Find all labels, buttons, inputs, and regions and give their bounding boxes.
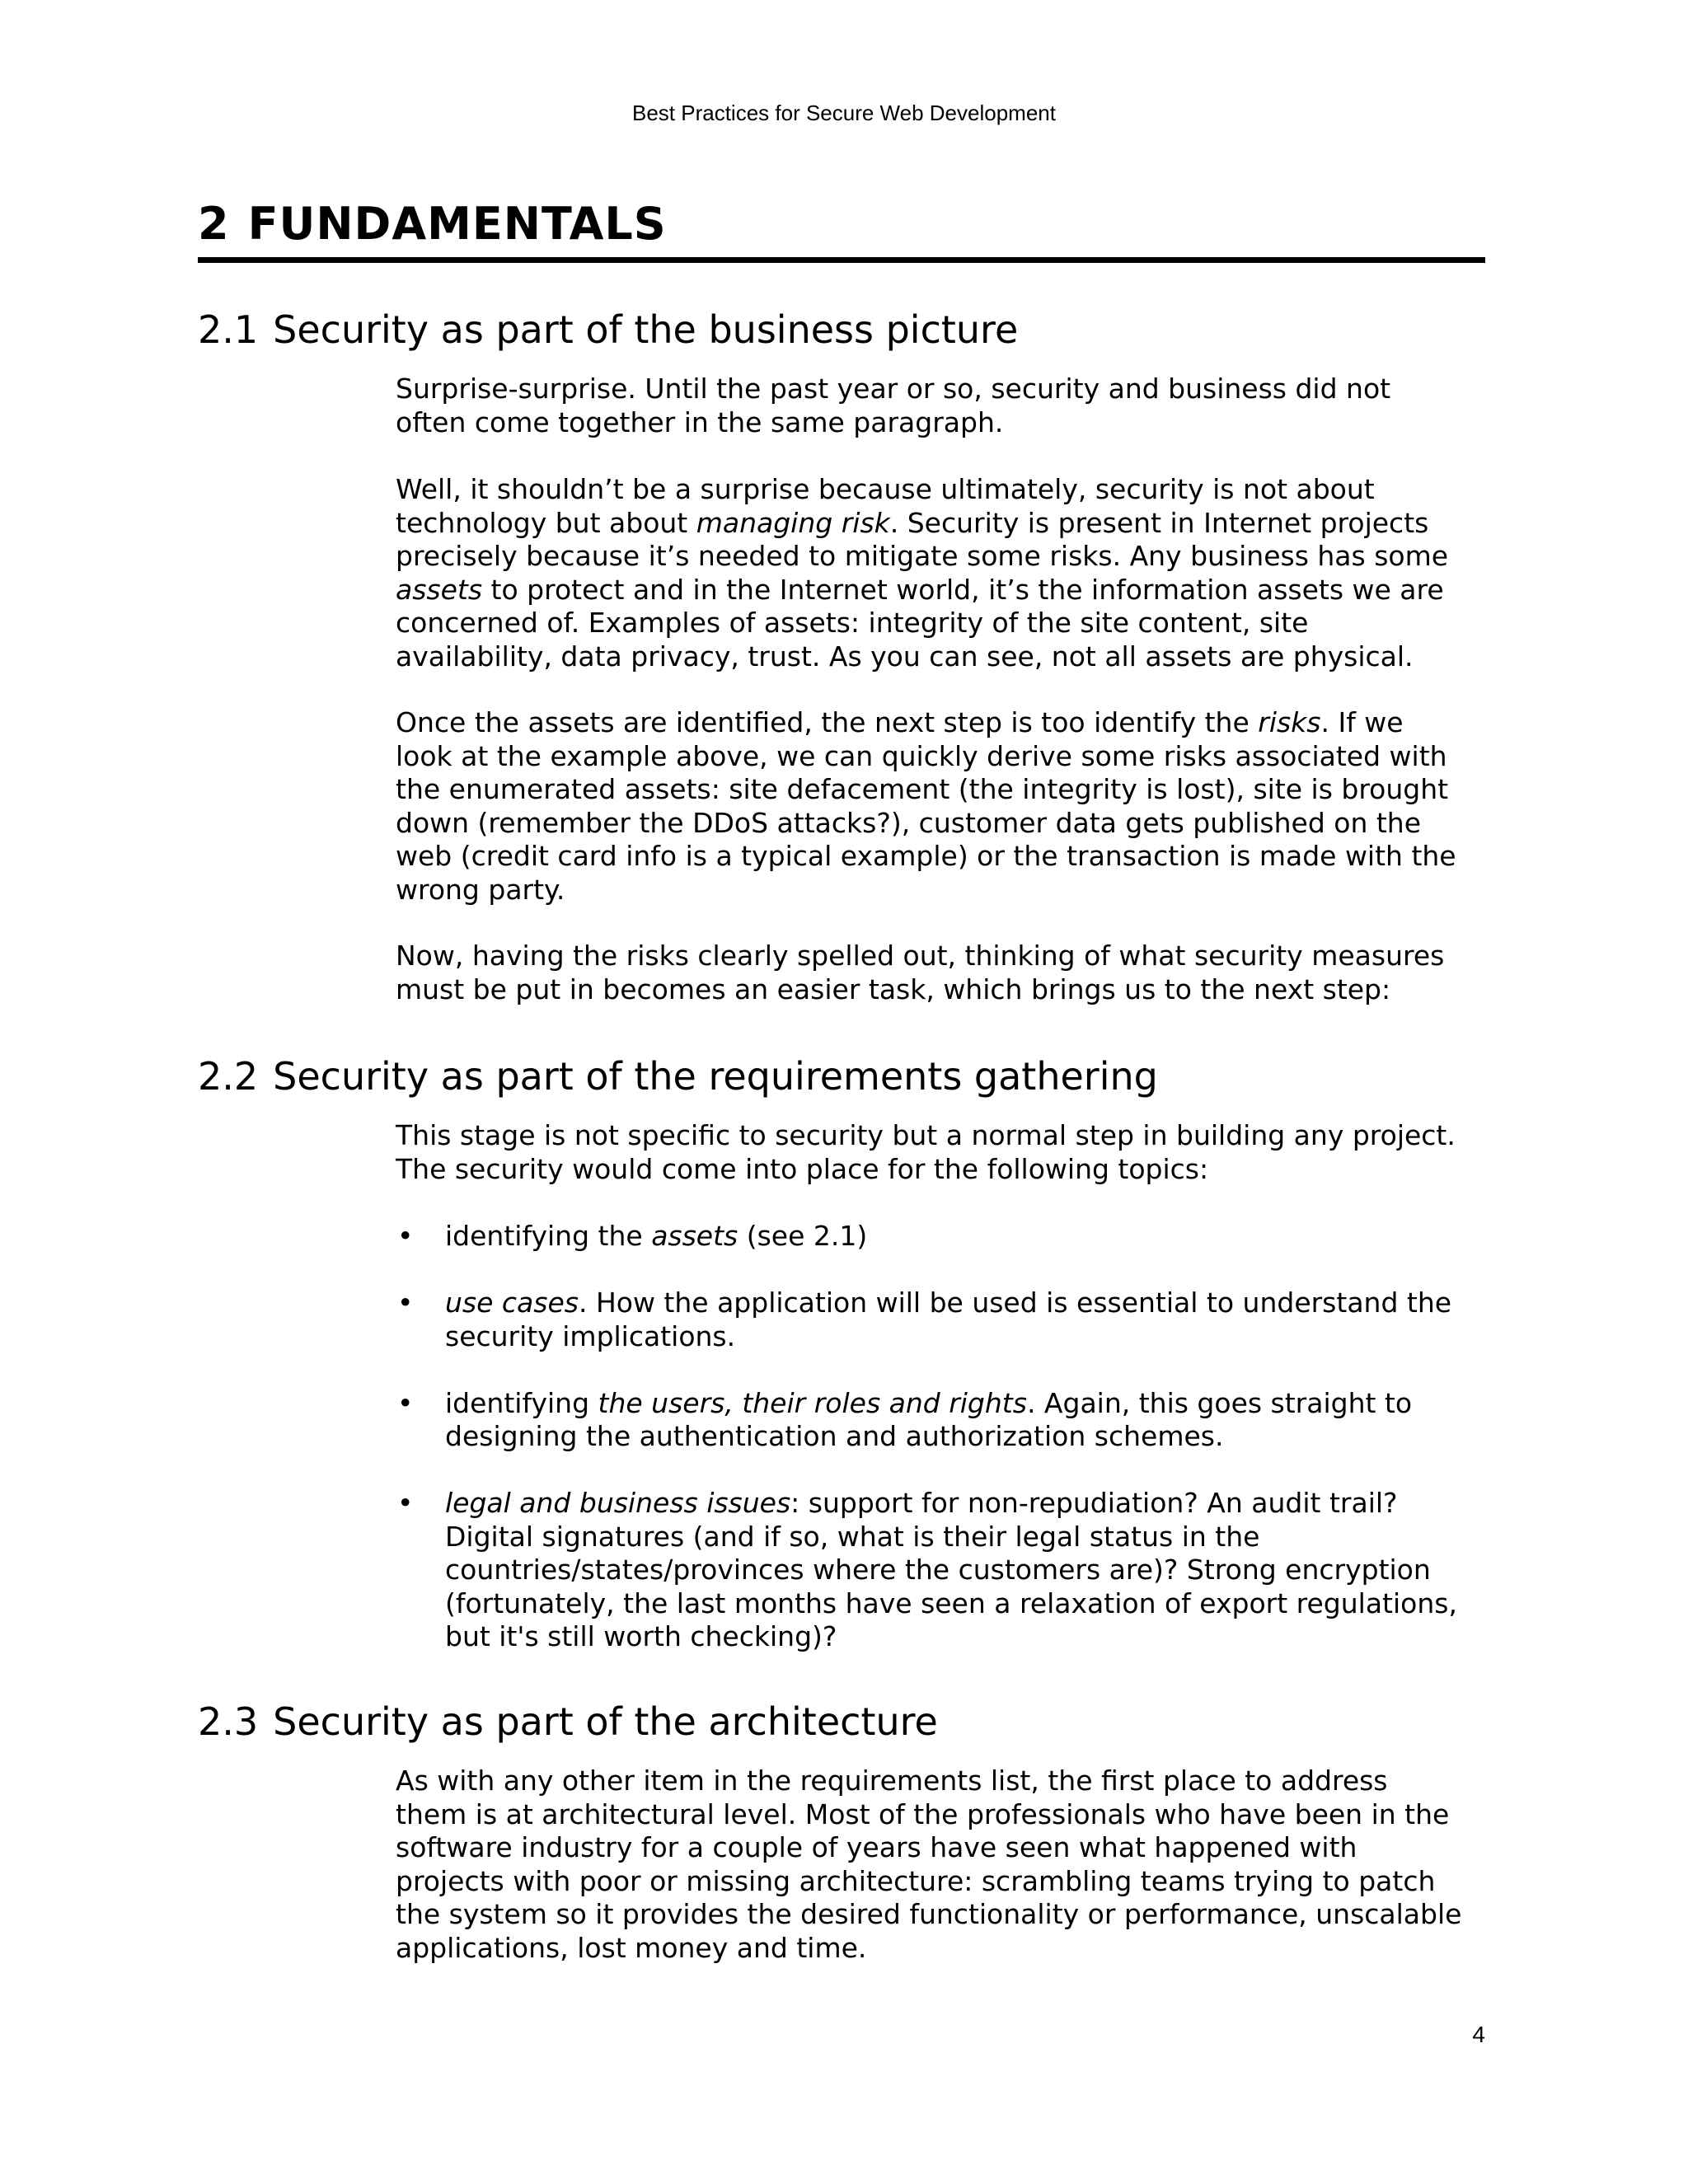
text-run: As with any other item in the requirements list, the first place to address: [396, 1765, 1388, 1797]
text-line: [445, 1620, 1500, 1654]
text-line: [396, 1119, 1500, 1153]
text-run: (fortunately, the last months have seen a relaxation of export regulations,: [445, 1586, 1457, 1619]
text-line: [396, 1898, 1500, 1932]
text-line: [396, 1765, 1500, 1798]
paragraph: [396, 1119, 1500, 1186]
text-run: This stage is not specific to security but a normal step in building any project.: [396, 1119, 1456, 1151]
section-number: 2.3: [198, 1699, 259, 1744]
text-line: [396, 574, 1500, 607]
text-line: [445, 1487, 1500, 1521]
text-line: [396, 706, 1500, 740]
text-run: . If we: [1320, 706, 1404, 738]
text-line: [445, 1521, 1500, 1554]
text-run: : support for non-repudiation? An audit trail?: [790, 1487, 1398, 1519]
section-heading-2-3: [198, 1699, 938, 1745]
section-title: Security as part of the requirements gathering: [273, 1054, 1158, 1099]
text-run: Well, it shouldn’t be a surprise because ultimately, security is not about: [396, 473, 1375, 505]
emphasis-text: use cases: [445, 1286, 579, 1319]
bullet-icon: •: [397, 1487, 414, 1519]
text-line: [396, 507, 1500, 541]
emphasis-text: the users, their roles and rights: [598, 1386, 1027, 1419]
text-run: Now, having the risks clearly spelled out, thinking of what security measures: [396, 940, 1445, 972]
paragraph: [396, 940, 1500, 1006]
text-line: [445, 1420, 1500, 1454]
text-line: [396, 473, 1500, 507]
text-run: . How the application will be used is essential to understand the: [578, 1286, 1452, 1319]
text-line: [396, 740, 1500, 774]
bullet-list: [396, 1220, 1500, 1687]
list-item: [396, 1387, 1500, 1454]
text-run: software industry for a couple of years have seen what happened with: [396, 1831, 1357, 1863]
text-run: Surprise-surprise. Until the past year or so, security and business did not: [396, 373, 1391, 405]
text-run: often come together in the same paragraph.: [396, 405, 1004, 438]
text-run: identifying the: [445, 1220, 652, 1252]
section-heading-2-2: [198, 1053, 1158, 1099]
text-run: the system so it provides the desired functionality or performance, unscalable: [396, 1898, 1462, 1930]
text-run: wrong party.: [396, 873, 565, 906]
section-heading-2-1: [198, 307, 1018, 353]
text-line: [396, 373, 1500, 406]
emphasis-text: legal and business issues: [445, 1487, 791, 1519]
text-run: The security would come into place for the following topics:: [396, 1152, 1209, 1185]
paragraph: [396, 1765, 1500, 1965]
text-line: [396, 1153, 1500, 1187]
list-item: [396, 1220, 1500, 1254]
text-line: [396, 840, 1500, 874]
text-run: to protect and in the Internet world, it’s the information assets we are: [482, 573, 1444, 606]
text-run: must be put in becomes an easier task, which brings us to the next step:: [396, 972, 1391, 1005]
text-line: [396, 874, 1500, 907]
text-line: [396, 1865, 1500, 1899]
paragraph: [396, 706, 1500, 907]
text-line: [396, 940, 1500, 973]
text-run: . Again, this goes straight to: [1026, 1386, 1413, 1419]
text-run: precisely because it’s needed to mitigate some risks. Any business has some: [396, 540, 1449, 572]
text-line: [445, 1220, 1500, 1254]
emphasis-text: assets: [396, 573, 483, 606]
text-run: projects with poor or missing architecture: scrambling teams trying to patch: [396, 1864, 1436, 1897]
emphasis-text: assets: [651, 1220, 738, 1252]
text-run: countries/states/provinces where the customers are)? Strong encryption: [445, 1554, 1431, 1586]
chapter-title-text: FUNDAMENTALS: [247, 198, 667, 250]
bullet-icon: •: [397, 1286, 414, 1319]
paragraph: [396, 473, 1500, 673]
text-run: them is at architectural level. Most of the professionals who have been in the: [396, 1797, 1450, 1830]
text-run: Once the assets are identified, the next step is too identify the: [396, 706, 1259, 738]
text-run: web (credit card info is a typical example) or the transaction is made with the: [396, 840, 1456, 872]
text-run: identifying: [445, 1386, 598, 1419]
chapter-heading: [198, 198, 1485, 263]
emphasis-text: managing risk: [696, 506, 890, 539]
text-run: look at the example above, we can quickly derive some risks associated with: [396, 739, 1447, 772]
text-line: [445, 1320, 1500, 1354]
text-line: [445, 1286, 1500, 1320]
text-run: but it's still worth checking)?: [445, 1620, 837, 1652]
text-line: [396, 607, 1500, 640]
text-run: security implications.: [445, 1319, 736, 1352]
text-line: [396, 773, 1500, 807]
section-number: 2.1: [198, 307, 259, 352]
running-header: Best Practices for Secure Web Development: [632, 101, 1056, 125]
text-run: concerned of. Examples of assets: integrity of the site content, site: [396, 607, 1309, 639]
text-line: [445, 1387, 1500, 1421]
text-line: [445, 1554, 1500, 1587]
text-run: . Security is present in Internet projects: [889, 506, 1429, 539]
paragraph: [396, 373, 1500, 439]
section-title: Security as part of the architecture: [273, 1699, 938, 1744]
text-line: [445, 1587, 1500, 1621]
text-run: (see 2.1): [738, 1220, 868, 1252]
bullet-icon: •: [397, 1386, 414, 1419]
section-number: 2.2: [198, 1054, 259, 1099]
text-line: [396, 1831, 1500, 1865]
text-line: [396, 640, 1500, 674]
list-item: [396, 1286, 1500, 1353]
emphasis-text: risks: [1258, 706, 1321, 738]
text-run: designing the authentication and authorization schemes.: [445, 1420, 1224, 1452]
text-line: [396, 973, 1500, 1007]
text-run: the enumerated assets: site defacement (the integrity is lost), site is brought: [396, 773, 1449, 805]
text-line: [396, 406, 1500, 440]
page-number: 4: [1472, 2022, 1485, 2047]
section-title: Security as part of the business picture: [273, 307, 1019, 352]
list-item: [396, 1487, 1500, 1654]
text-line: [396, 540, 1500, 574]
text-line: [396, 1798, 1500, 1832]
chapter-title: [198, 198, 1485, 251]
text-run: down (remember the DDoS attacks?), customer data gets published on the: [396, 806, 1422, 839]
bullet-icon: •: [397, 1220, 414, 1252]
text-run: Digital signatures (and if so, what is their legal status in the: [445, 1520, 1260, 1553]
text-line: [396, 807, 1500, 841]
text-run: technology but about: [396, 506, 696, 539]
chapter-number: 2: [198, 198, 230, 250]
text-line: [396, 1932, 1500, 1966]
text-run: availability, data privacy, trust. As you can see, not all assets are physical.: [396, 640, 1414, 673]
text-run: applications, lost money and time.: [396, 1931, 867, 1964]
